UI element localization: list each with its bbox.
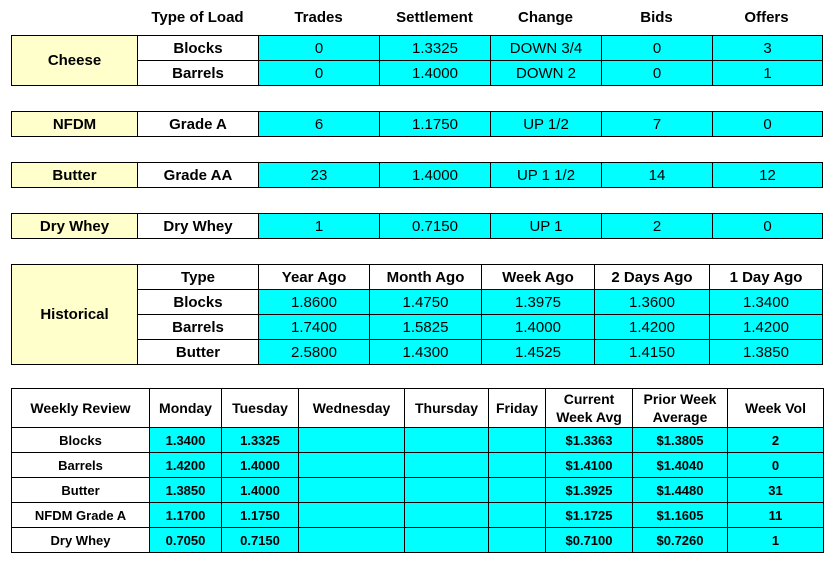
trades-cell: 6 [259,112,380,137]
value-cell: 1.5825 [370,315,482,340]
change-cell: UP 1/2 [491,112,602,137]
weekly-header-friday: Friday [489,389,546,428]
value-cell: 1.1700 [150,503,222,528]
value-cell: 1.4525 [482,340,595,365]
weekly-header-wednesday: Wednesday [299,389,405,428]
header-settlement: Settlement [396,9,473,26]
weekly-header-weekly-review: Weekly Review [12,389,150,428]
bids-cell: 7 [602,112,713,137]
offers-cell: 0 [713,112,823,137]
nfdm-label: NFDM [12,112,138,137]
value-cell: 1.7400 [259,315,370,340]
trades-cell: 23 [259,163,380,188]
value-cell: 1.3400 [710,290,823,315]
type-cell: Dry Whey [138,214,259,239]
drywhey-table [11,213,823,239]
butter-table [11,162,823,188]
weekly-row-label: Butter [12,478,150,503]
settlement-cell: 1.4000 [380,163,491,188]
value-cell: 2.5800 [259,340,370,365]
value-cell: 1.4200 [710,315,823,340]
settlement-cell: 0.7150 [380,214,491,239]
type-cell: Grade A [138,112,259,137]
offers-cell: 12 [713,163,823,188]
weekly-header-week-vol: Week Vol [728,389,824,428]
value-cell: 1.4300 [370,340,482,365]
weekly-row [12,503,824,528]
weekly-row [12,478,824,503]
bids-cell: 14 [602,163,713,188]
value-cell: 1.1750 [222,503,299,528]
butter-label: Butter [12,163,138,188]
change-cell: DOWN 2 [491,61,602,86]
value-cell [299,503,405,528]
change-cell: DOWN 3/4 [491,36,602,61]
nfdm-row [12,112,823,137]
value-cell: 1.3850 [710,340,823,365]
weekly-header-monday: Monday [150,389,222,428]
value-cell: 0.7150 [222,528,299,553]
value-cell: 2 [728,428,824,453]
settlement-cell: 1.3325 [380,36,491,61]
value-cell: $1.4100 [546,453,633,478]
value-cell: 11 [728,503,824,528]
historical-header-2-days-ago: 2 Days Ago [595,265,710,290]
weekly-review-table [11,388,824,553]
offers-cell: 0 [713,214,823,239]
historical-header-row [12,265,823,290]
value-cell: 1.4000 [222,478,299,503]
butter-row [12,163,823,188]
value-cell [489,528,546,553]
type-cell: Butter [138,340,259,365]
historical-header-month-ago: Month Ago [370,265,482,290]
weekly-row-label: NFDM Grade A [12,503,150,528]
header-offers: Offers [744,9,789,26]
value-cell [405,428,489,453]
value-cell: 1.4200 [595,315,710,340]
header-trades: Trades [294,9,343,26]
bids-cell: 0 [602,36,713,61]
weekly-header-tuesday: Tuesday [222,389,299,428]
value-cell: $1.4040 [633,453,728,478]
value-cell: 1.4200 [150,453,222,478]
weekly-row [12,528,824,553]
historical-table [11,264,823,365]
weekly-header-thursday: Thursday [405,389,489,428]
value-cell [405,478,489,503]
value-cell: 1.4000 [482,315,595,340]
historical-header-type: Type [138,265,259,290]
value-cell: 1.3975 [482,290,595,315]
value-cell [299,528,405,553]
weekly-header-row [12,389,824,428]
value-cell: 1.4750 [370,290,482,315]
value-cell: $1.4480 [633,478,728,503]
weekly-row-label: Barrels [12,453,150,478]
value-cell: 0 [728,453,824,478]
change-cell: UP 1 1/2 [491,163,602,188]
value-cell [489,503,546,528]
type-cell: Barrels [138,61,259,86]
value-cell [489,428,546,453]
value-cell: 1.3325 [222,428,299,453]
value-cell: $1.3363 [546,428,633,453]
weekly-row [12,453,824,478]
trades-cell: 1 [259,214,380,239]
weekly-header-prior-week-average: Prior Week Average [633,389,728,428]
header-type-of-load: Type of Load [151,9,244,26]
historical-label: Historical [12,265,138,365]
header-change: Change [517,9,573,26]
settlement-cell: 1.1750 [380,112,491,137]
value-cell: 1.8600 [259,290,370,315]
weekly-row-label: Dry Whey [12,528,150,553]
drywhey-row [12,214,823,239]
value-cell [405,453,489,478]
historical-header-year-ago: Year Ago [259,265,370,290]
cheese-table [11,35,823,86]
value-cell: $1.3805 [633,428,728,453]
nfdm-table [11,111,823,137]
value-cell [489,453,546,478]
value-cell [299,428,405,453]
value-cell: $1.1605 [633,503,728,528]
settlement-cell: 1.4000 [380,61,491,86]
value-cell [405,503,489,528]
value-cell: 1 [728,528,824,553]
value-cell: $0.7100 [546,528,633,553]
value-cell: $0.7260 [633,528,728,553]
weekly-row-label: Blocks [12,428,150,453]
change-cell: UP 1 [491,214,602,239]
value-cell: $1.1725 [546,503,633,528]
weekly-row [12,428,824,453]
trades-cell: 0 [259,61,380,86]
header-bids: Bids [640,9,673,26]
value-cell [299,478,405,503]
value-cell: 1.3400 [150,428,222,453]
value-cell: 1.3600 [595,290,710,315]
offers-cell: 3 [713,36,823,61]
cheese-label: Cheese [12,36,138,86]
historical-header-1-day-ago: 1 Day Ago [710,265,823,290]
type-cell: Grade AA [138,163,259,188]
value-cell: 1.4000 [222,453,299,478]
value-cell [405,528,489,553]
bids-cell: 2 [602,214,713,239]
type-cell: Blocks [138,36,259,61]
type-cell: Barrels [138,315,259,340]
offers-cell: 1 [713,61,823,86]
drywhey-label: Dry Whey [12,214,138,239]
value-cell [489,478,546,503]
value-cell: 31 [728,478,824,503]
cheese-row-blocks [12,36,823,61]
value-cell: 1.3850 [150,478,222,503]
type-cell: Blocks [138,290,259,315]
value-cell: $1.3925 [546,478,633,503]
bids-cell: 0 [602,61,713,86]
value-cell: 1.4150 [595,340,710,365]
historical-header-week-ago: Week Ago [482,265,595,290]
weekly-header-current-week-avg: Current Week Avg [546,389,633,428]
trades-cell: 0 [259,36,380,61]
value-cell [299,453,405,478]
value-cell: 0.7050 [150,528,222,553]
